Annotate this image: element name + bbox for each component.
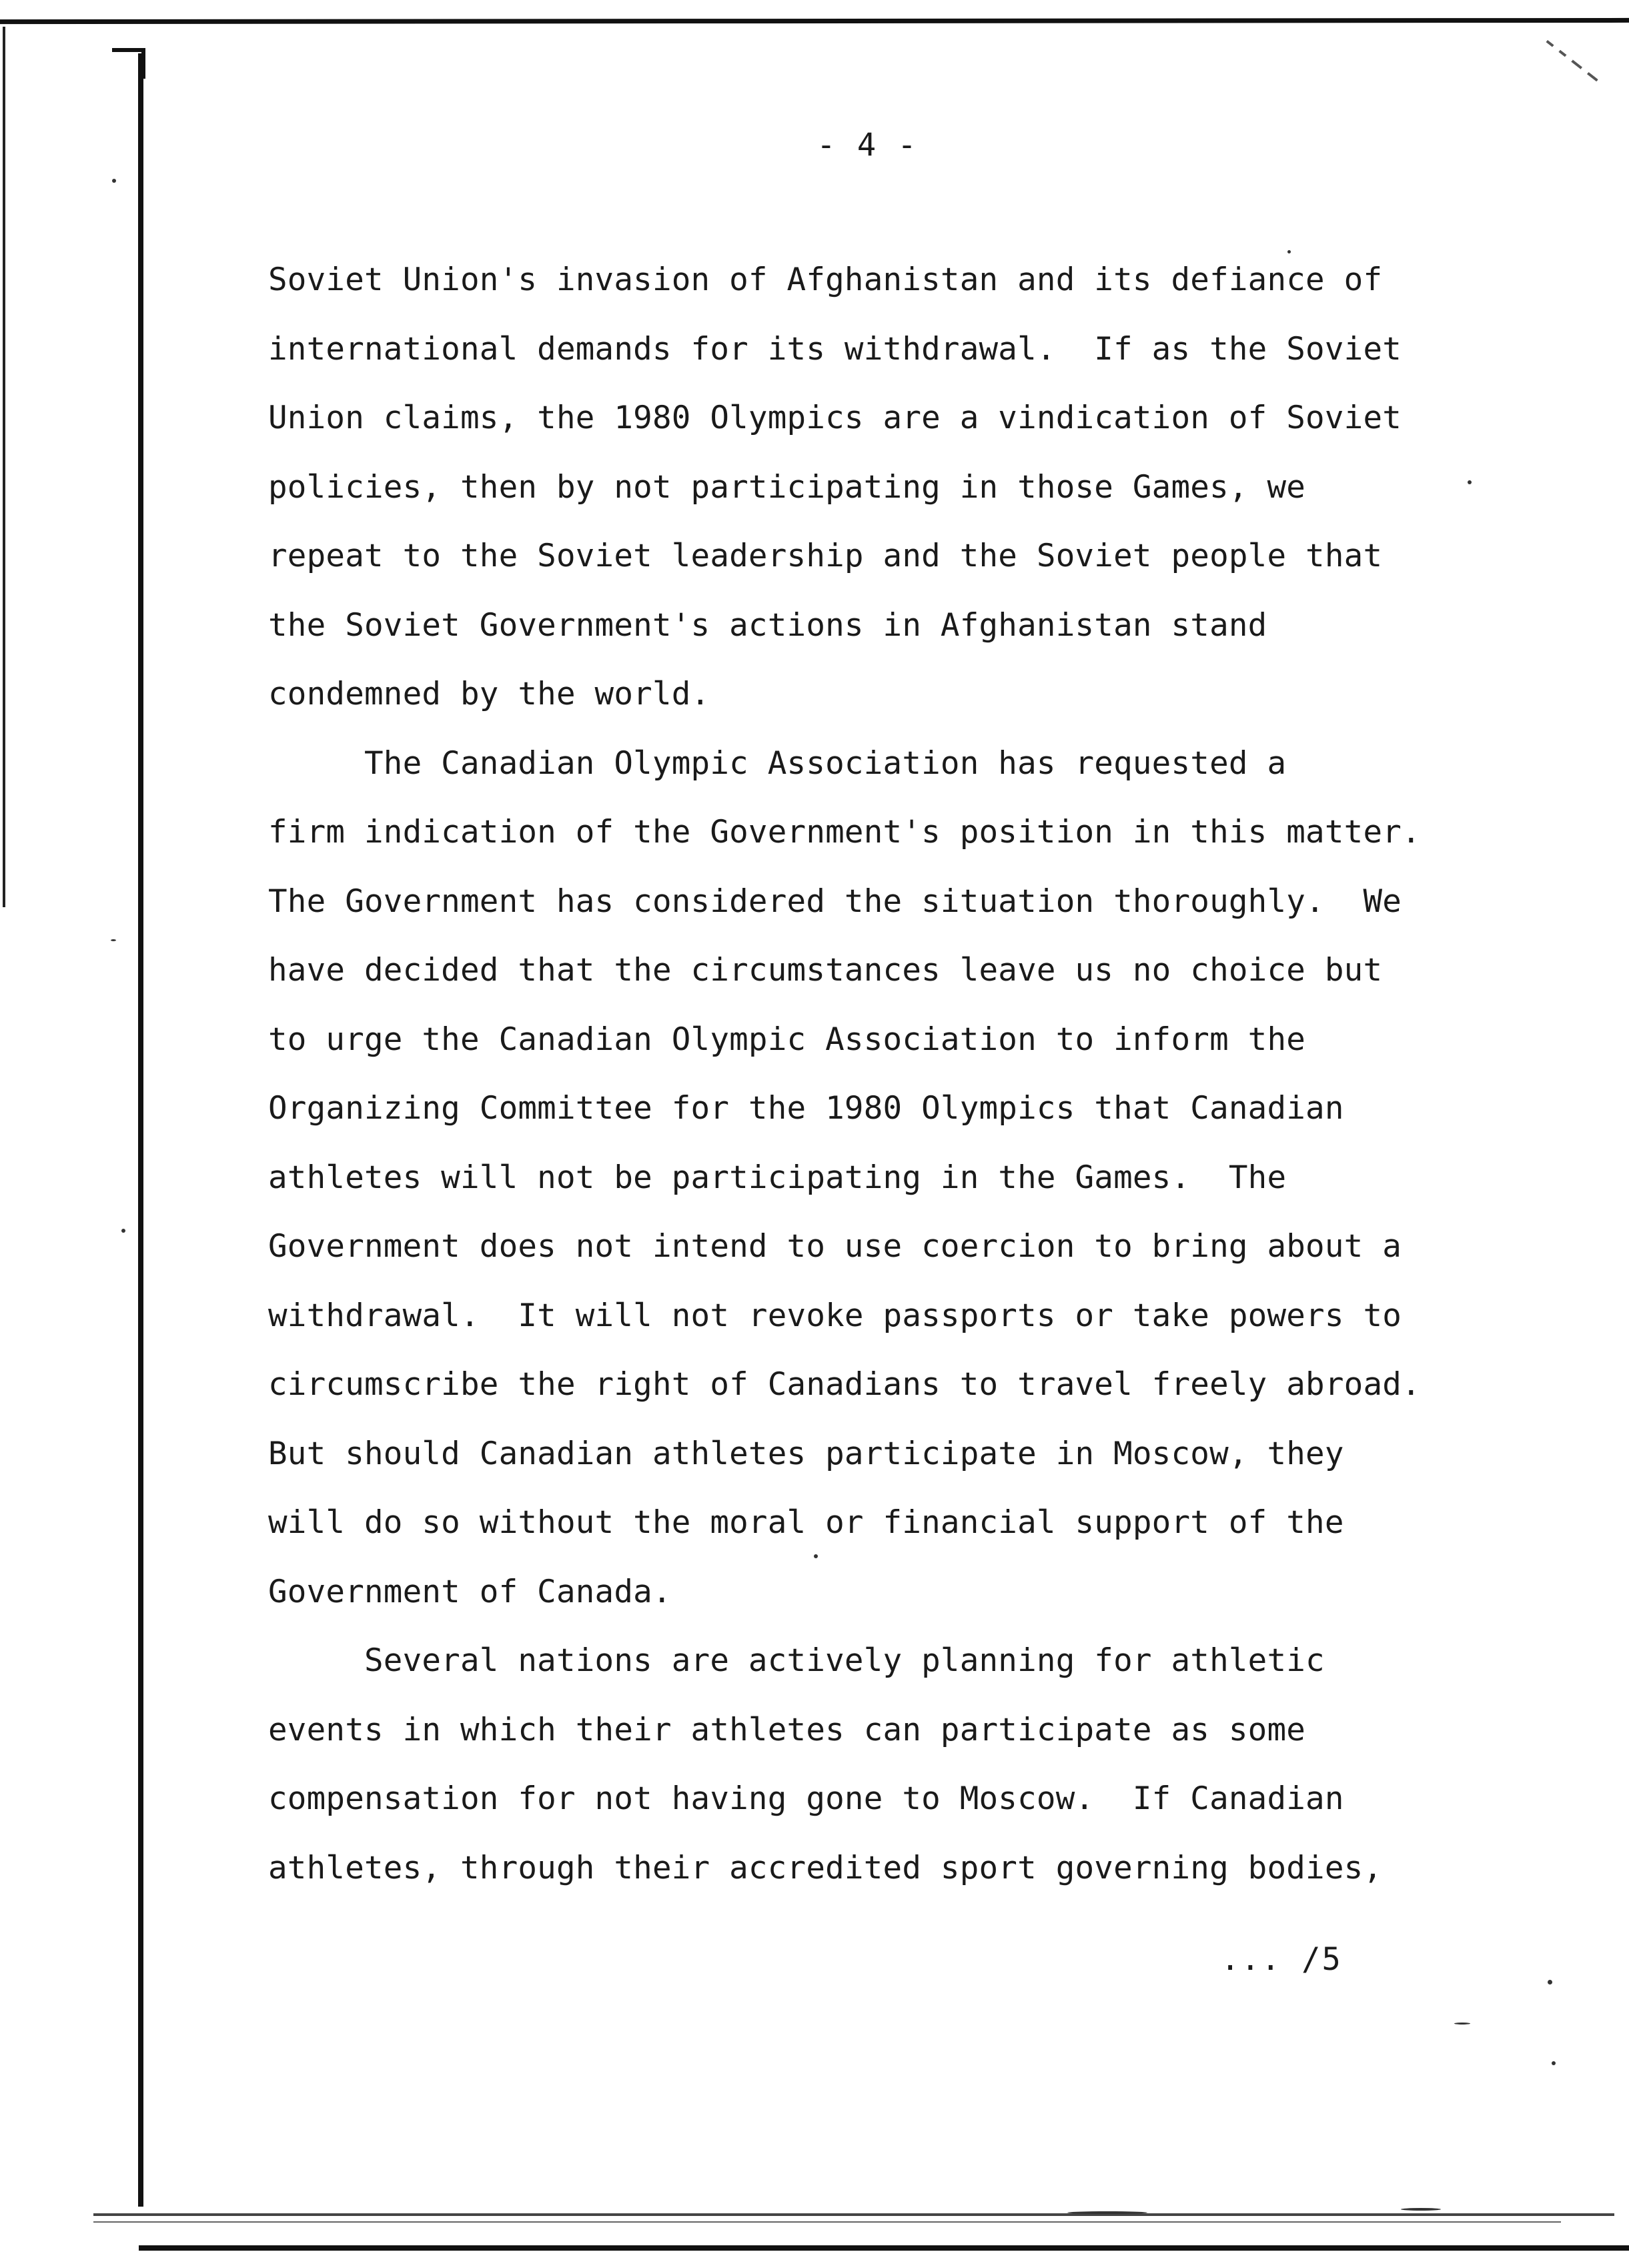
page-number: - 4 - — [817, 127, 918, 163]
text-line: the Soviet Government's actions in Afghanistan stand — [268, 606, 1267, 644]
text-line: athletes will not be participating in the Games. The — [268, 1159, 1287, 1196]
text-line: withdrawal. It will not revoke passports or take powers to — [268, 1297, 1402, 1334]
memo-body — [268, 261, 1576, 1921]
scan-artifact-diagonal — [1546, 40, 1611, 91]
scan-speck — [1067, 2211, 1147, 2214]
scan-speck — [1401, 2208, 1441, 2211]
page-border-top — [0, 18, 1629, 24]
text-line: will do so without the moral or financial support of the — [268, 1504, 1344, 1541]
paragraph-start-line: The Canadian Olympic Association has requested a — [268, 744, 1287, 782]
continuation-marker: ... /5 — [1221, 1941, 1342, 1978]
text-line: events in which their athletes can participate as some — [268, 1711, 1306, 1748]
text-line: Union claims, the 1980 Olympics are a vindication of Soviet — [268, 400, 1402, 436]
text-line: The Government has considered the situation thoroughly. We — [268, 883, 1402, 920]
scan-speck — [121, 1229, 125, 1233]
text-line: international demands for its withdrawal. If as the Soviet — [268, 330, 1402, 368]
page-border-bottom-faint — [93, 2221, 1561, 2223]
text-line: have decided that the circumstances leave us no choice but — [268, 952, 1383, 989]
scan-speck — [1552, 2061, 1556, 2065]
text-line: to urge the Canadian Olympic Association to inform the — [268, 1021, 1306, 1058]
text-line: athletes, through their accredited sport governing bodies, — [268, 1849, 1383, 1886]
text-line: Government of Canada. — [268, 1573, 672, 1610]
text-line: compensation for not having gone to Moscow. If Canadian — [268, 1780, 1344, 1817]
scan-speck — [1548, 1980, 1552, 1985]
page-border-bottom-thin — [93, 2213, 1614, 2216]
page-border-left — [138, 53, 143, 2207]
text-line: Government does not intend to use coercion to bring about a — [268, 1228, 1402, 1265]
text-line: circumscribe the right of Canadians to travel freely abroad. — [268, 1366, 1421, 1403]
scan-speck — [1287, 250, 1291, 253]
scan-speck — [112, 179, 116, 183]
scan-speck — [111, 939, 116, 941]
paragraph-start-line: Several nations are actively planning for athletic — [268, 1642, 1325, 1679]
text-line: firm indication of the Government's position in this matter. — [268, 814, 1421, 851]
text-line: repeat to the Soviet leadership and the Soviet people that — [268, 538, 1383, 574]
text-line: But should Canadian athletes participate in Moscow, they — [268, 1435, 1344, 1472]
text-line: Soviet Union's invasion of Afghanistan and its defiance of — [268, 261, 1383, 298]
text-line: policies, then by not participating in those Games, we — [268, 468, 1306, 506]
scan-speck — [1454, 2023, 1470, 2025]
text-line: condemned by the world. — [268, 676, 710, 712]
page-border-bottom — [139, 2245, 1629, 2251]
page-border-left-outer — [3, 27, 5, 907]
text-line: Organizing Committee for the 1980 Olympics that Canadian — [268, 1090, 1344, 1127]
